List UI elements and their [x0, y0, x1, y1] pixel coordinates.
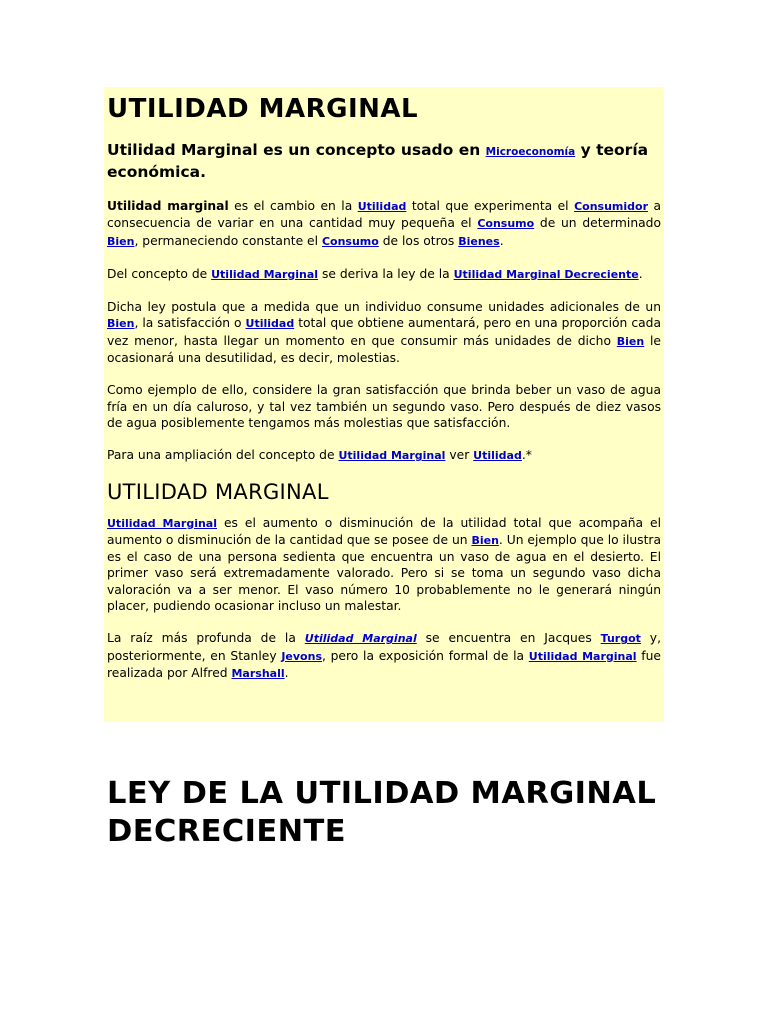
link-bien[interactable]: Bien [616, 334, 645, 348]
section-heading-ley: LEY DE LA UTILIDAD MARGINAL DECRECIENTE [107, 776, 657, 849]
link-consumidor[interactable]: Consumidor [574, 200, 648, 213]
link-consumo[interactable]: Consumo [321, 234, 379, 248]
text: y, posteriormente, en Stanley [107, 631, 661, 663]
paragraph-definition [107, 198, 661, 250]
text: Dicha ley postula que a medida que un individuo consume unidades adicionales de un [107, 300, 661, 315]
link-utilidad[interactable]: Utilidad [357, 200, 407, 213]
paragraph-see-also [107, 447, 661, 464]
text: a consecuencia de variar en una cantidad muy pequeña el [107, 199, 661, 231]
text: . Un ejemplo que lo ilustra es el caso de una persona sedienta que encuentra un vaso de agua en el desierto. El primer vaso será extremadamente valorado. Pero si se toma un segundo vaso dicha valoración va a ser menor. El vaso número 10 probablemente no le generará ningún placer, pudiendo ocasionar incluso un malestar. [107, 532, 661, 614]
text: total que experimenta el [406, 199, 575, 213]
link-utilidad[interactable]: Utilidad [245, 317, 295, 331]
link-utilidad-marginal[interactable]: Utilidad Marginal [528, 649, 637, 663]
page-title: UTILIDAD MARGINAL [107, 94, 419, 124]
text: le ocasionará una desutilidad, es decir, molestias. [107, 333, 661, 366]
link-bienes[interactable]: Bienes [458, 234, 500, 248]
text: Del concepto de [107, 266, 212, 281]
link-turgot[interactable]: Turgot [600, 632, 641, 646]
text: de un determinado [534, 216, 661, 231]
text: . [638, 266, 643, 281]
text: , pero la exposición formal de la [322, 648, 529, 663]
text: de los otros [378, 233, 459, 248]
paragraph-history [107, 630, 661, 682]
text: Como ejemplo de ello, considere la gran satisfacción que brinda beber un vaso de agua fría en un día caluroso, y tal vez también un segundo vaso. Pero después de diez vasos de agua posiblemente tengamos más molestias que satisfacción. [107, 383, 661, 430]
text: Para una ampliación del concepto de [107, 448, 339, 463]
intro-text: Utilidad Marginal es un concepto usado en [107, 141, 486, 159]
link-utilidad[interactable]: Utilidad [473, 449, 522, 463]
link-bien[interactable]: Bien [107, 234, 135, 248]
link-utilidad-marginal[interactable]: Utilidad Marginal [304, 632, 417, 646]
text: es el aumento o disminución de la utilidad total que acompaña el aumento o disminución de la cantidad que se posee de un [107, 515, 662, 547]
text: se deriva la ley de la [318, 266, 454, 281]
text: .* [521, 448, 532, 463]
paragraph-second-definition [107, 515, 661, 615]
text: La raíz más profunda de la [107, 631, 305, 646]
text: fue realizada por Alfred [107, 648, 661, 680]
link-utilidad-marginal[interactable]: Utilidad Marginal [211, 267, 319, 281]
bold-term: Utilidad marginal [107, 199, 229, 213]
text: total que obtiene aumentará, pero en una proporción cada vez menor, hasta llegar un momento en que consumir más unidades de dicho [107, 316, 661, 348]
paragraph-example [107, 382, 661, 431]
paragraph-derivation [107, 266, 661, 283]
link-utilidad-marginal[interactable]: Utilidad Marginal [107, 516, 218, 530]
intro-heading [107, 140, 661, 182]
text: . [284, 665, 289, 680]
paragraph-law [107, 299, 661, 366]
link-bien[interactable]: Bien [471, 533, 499, 547]
section-subtitle: UTILIDAD MARGINAL [107, 479, 329, 504]
intro-text: y teoría económica. [107, 141, 649, 181]
text: . [499, 233, 504, 248]
text: , permaneciendo constante el [134, 233, 322, 248]
link-consumo[interactable]: Consumo [477, 217, 535, 231]
highlighted-article [104, 87, 664, 722]
link-utilidad-marginal-decreciente[interactable]: Utilidad Marginal Decreciente [453, 267, 639, 281]
text: ver [445, 448, 474, 463]
link-marshall[interactable]: Marshall [231, 666, 285, 680]
text: se encuentra en Jacques [416, 631, 601, 646]
link-utilidad-marginal[interactable]: Utilidad Marginal [338, 449, 446, 463]
link-jevons[interactable]: Jevons [281, 649, 322, 663]
text: , la satisfacción o [134, 316, 246, 331]
link-microeconomia[interactable]: Microeconomía [485, 146, 576, 158]
link-bien[interactable]: Bien [107, 317, 135, 331]
text: es el cambio en la [228, 199, 358, 213]
